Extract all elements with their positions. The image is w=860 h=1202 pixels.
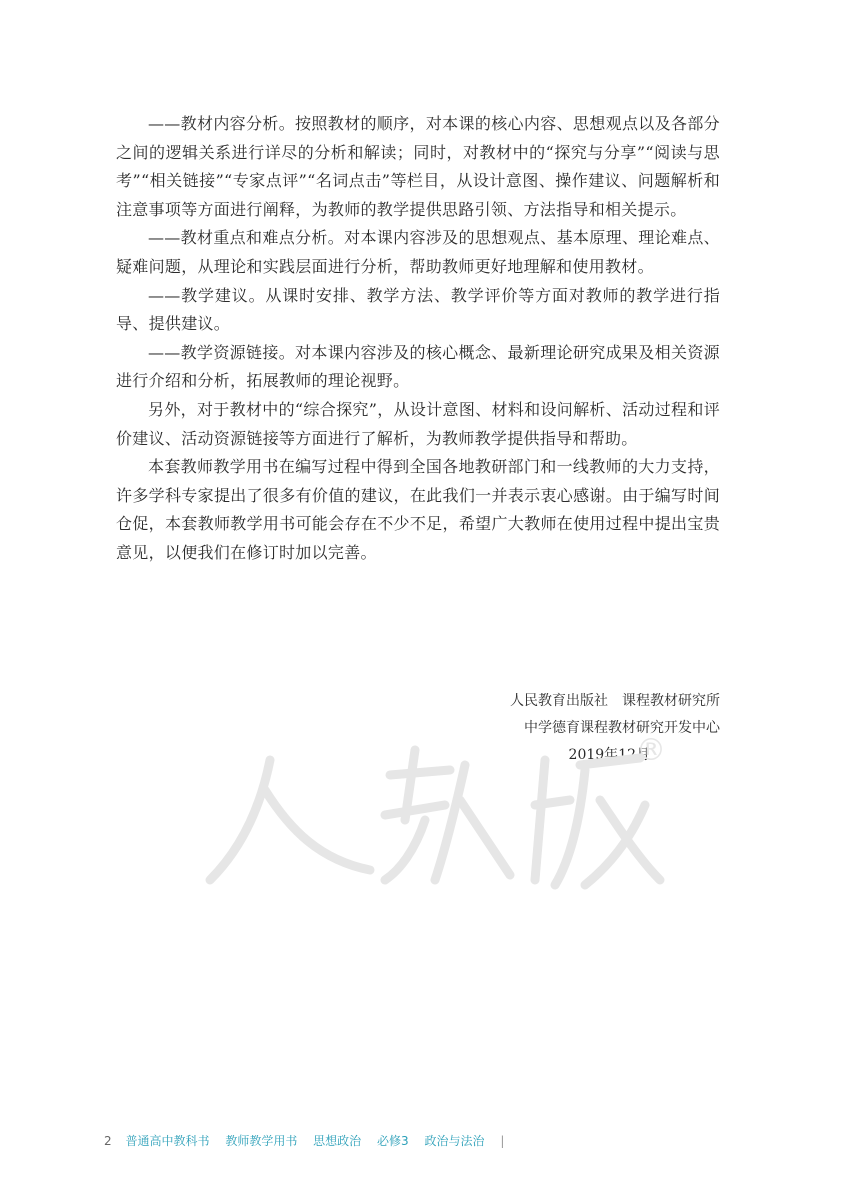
paragraph-content-analysis: ——教材内容分析。按照教材的顺序，对本课的核心内容、思想观点以及各部分之间的逻辑关系进行详尽的分析和解读；同时，对教材中的“探究与分享”“阅读与思考”“相关链接”“专家点评”“名词点击”等栏目，从设计意图、操作建议、问题解析和注意事项等方面进行阐释，为教师的教学提供思路引领、方法指导和相关提示。 <box>116 114 720 219</box>
publisher-watermark-logo <box>200 720 680 900</box>
paragraph-key-points: ——教材重点和难点分析。对本课内容涉及的思想观点、基本原理、理论难点、疑难问题，从理论和实践层面进行分析，帮助教师更好地理解和使用教材。 <box>116 228 720 276</box>
signature-publisher: 人民教育出版社 课程教材研究所 <box>510 693 720 709</box>
footer-crumb-subject: 思想政治 <box>313 1134 362 1148</box>
footer-crumb-series: 普通高中教科书 <box>125 1134 210 1148</box>
paragraph-resource-links: ——教学资源链接。对本课内容涉及的核心概念、最新理论研究成果及相关资源进行介绍和分析，拓展教师的理论视野。 <box>116 342 720 391</box>
watermark-registered-mark: ® <box>636 733 666 768</box>
paragraph-teaching-suggestions: ——教学建议。从课时安排、教学方法、教学评价等方面对教师的教学进行指导、提供建议。 <box>116 285 720 334</box>
body-text <box>116 110 720 568</box>
footer-divider: | <box>500 1134 505 1148</box>
paragraph-comprehensive-inquiry: 另外，对于教材中的“综合探究”，从设计意图、材料和设问解析、活动过程和评价建议、活动资源链接等方面进行了解析，为教师教学提供指导和帮助。 <box>116 399 720 448</box>
footer-crumb-title: 政治与法治 <box>424 1134 485 1148</box>
page-number: 2 <box>104 1134 112 1148</box>
signature-center: 中学德育课程教材研究开发中心 <box>524 720 720 736</box>
page-footer <box>104 1132 504 1149</box>
paragraph-acknowledgement: 本套教师教学用书在编写过程中得到全国各地教研部门和一线教师的大力支持，许多学科专家提出了很多有价值的建议，在此我们一并表示衷心感谢。由于编写时间仓促，本套教师教学用书可能会存在不少不足，希望广大教师在使用过程中提出宝贵意见，以便我们在修订时加以完善。 <box>116 457 720 562</box>
signature-date: 2019年12月 <box>568 747 650 763</box>
footer-crumb-book-type: 教师教学用书 <box>225 1134 298 1148</box>
footer-crumb-volume: 必修3 <box>377 1134 409 1148</box>
